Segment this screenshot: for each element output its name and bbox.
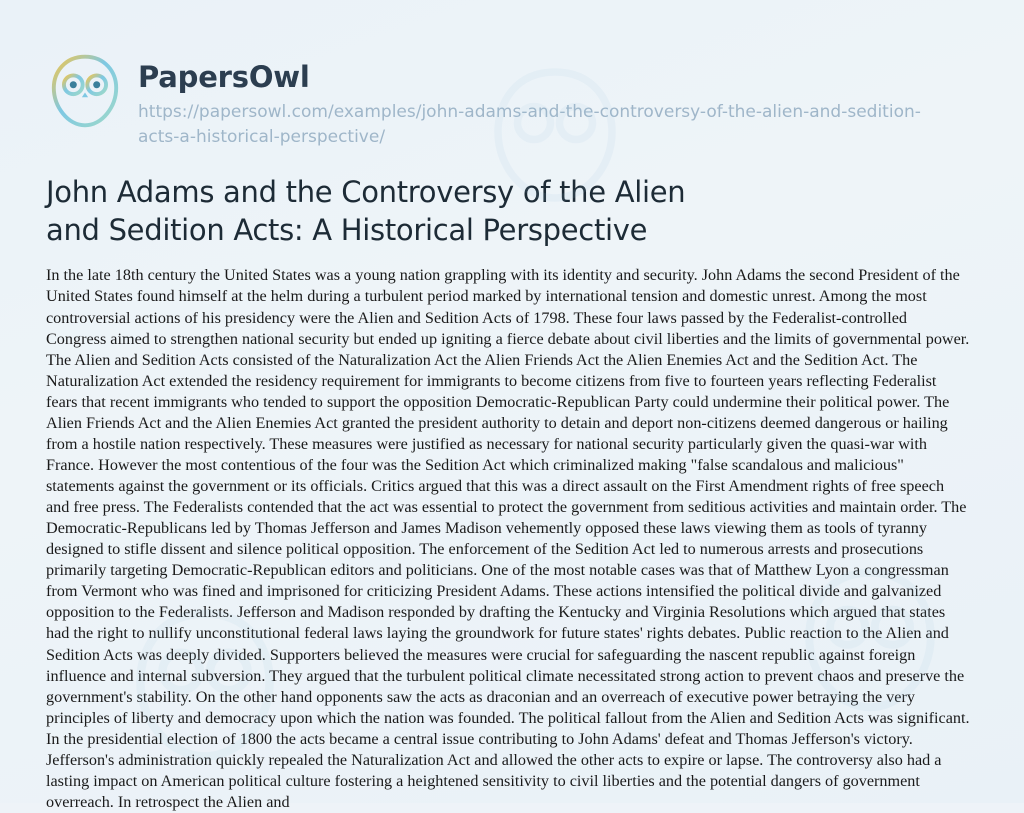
owl-logo-icon[interactable]	[46, 52, 124, 130]
article-body-text: In the late 18th century the United States was a young nation grappling with its identity and security. John Adams the second President of the United States found himself at the helm during a turbulent period marked by international tension and domestic unrest. Among the most controversial actions of his presidency were the Alien and Sedition Acts of 1798. These four laws passed by the Federalist-controlled Congress aimed to strengthen national security but ended up igniting a fierce debate about civil liberties and the limits of governmental power. The Alien and Sedition Acts consisted of the Naturalization Act the Alien Friends Act the Alien Enemies Act and the Sedition Act. The Naturalization Act extended the residency requirement for immigrants to become citizens from five to fourteen years reflecting Federalist fears that recent immigrants who tended to support the opposition Democratic-Republican Party could undermine their political power. The Alien Friends Act and the Alien Enemies Act granted the president authority to detain and deport non-citizens deemed dangerous or hailing from a hostile nation respectively. These measures were justified as necessary for national security particularly given the quasi-war with France. However the most contentious of the four was the Sedition Act which criminalized making "false scandalous and malicious" statements against the government or its officials. Critics argued that this was a direct assault on the First Amendment rights of free speech and free press. The Federalists contended that the act was essential to protect the government from seditious activities and maintain order. The Democratic-Republicans led by Thomas Jefferson and James Madison vehemently opposed these laws viewing them as tools of tyranny designed to stifle dissent and silence political opposition. The enforcement of the Sedition Act led to numerous arrests and prosecutions primarily targeting Democratic-Republican editors and politicians. One of the most notable cases was that of Matthew Lyon a congressman from Vermont who was fined and imprisoned for criticizing President Adams. These actions intensified the political divide and galvanized opposition to the Federalists. Jefferson and Madison responded by drafting the Kentucky and Virginia Resolutions which argued that states had the right to nullify unconstitutional federal laws laying the groundwork for future states' rights debates. Public reaction to the Alien and Sedition Acts was deeply divided. Supporters believed the measures were crucial for safeguarding the nascent republic against foreign influence and internal subversion. They argued that the turbulent political climate necessitated strong action to prevent chaos and preserve the government's stability. On the other hand opponents saw the acts as draconian and an overreach of executive power betraying the very principles of liberty and democracy upon which the nation was founded. The political fallout from the Alien and Sedition Acts was significant. In the presidential election of 1800 the acts became a central issue contributing to John Adams' defeat and Thomas Jefferson's victory. Jefferson's administration quickly repealed the Naturalization Act and allowed the other acts to expire or lapse. The controversy also had a lasting impact on American political culture fostering a heightened sensitivity to civil liberties and the potential dangers of government overreach. In retrospect the Alien and	[46, 266, 970, 811]
site-header	[0, 0, 1024, 151]
source-url[interactable]: https://papersowl.com/examples/john-adams-and-the-controversy-of-the-alien-and-sedition-acts-a-historical-perspective/	[138, 101, 921, 148]
brand-block	[138, 50, 938, 151]
page-title: John Adams and the Controversy of the Alien and Sedition Acts: A Historical Perspective	[46, 174, 686, 248]
article-container	[0, 173, 1024, 813]
brand-name[interactable]: PapersOwl	[138, 60, 310, 94]
